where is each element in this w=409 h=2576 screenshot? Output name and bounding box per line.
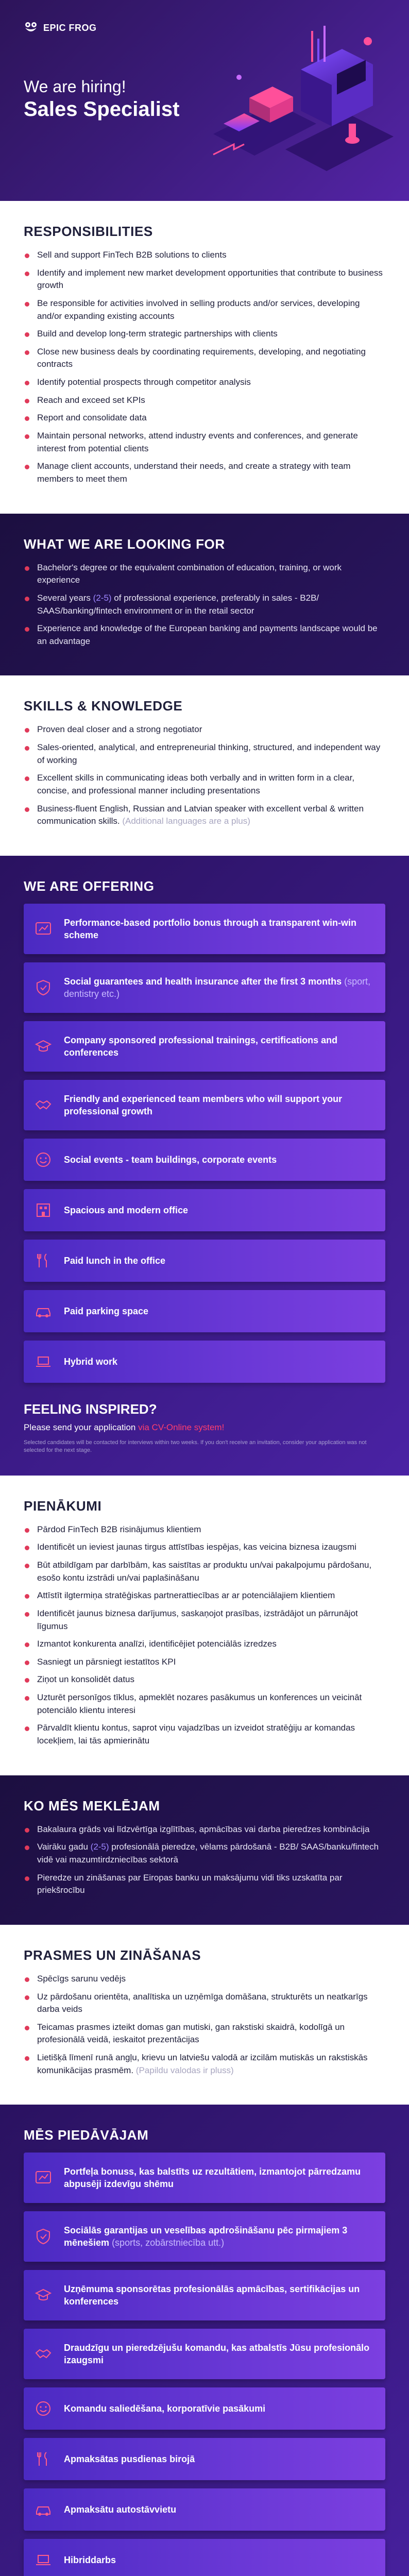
- list-item: Bakalaura grāds vai līdzvērtīga izglītības, apmācības vai darba pieredzes kombinācija: [24, 1823, 385, 1836]
- benefit-text: Portfeļa bonuss, kas balstīts uz rezultātiem, izmantojot pārredzamu abpusēji izdevīgu shēmu: [64, 2166, 361, 2190]
- car-icon: [34, 1302, 53, 1320]
- benefit-text: Company sponsored professional trainings, certifications and conferences: [64, 1035, 338, 1058]
- item-text: Lietišķā līmenī runā angļu, krievu un latviešu valodā ar izcilām mutiskās un rakstiskās komunikācijas prasmēm.: [37, 2053, 368, 2075]
- list-item: [24, 592, 385, 617]
- benefit-card: [24, 2211, 385, 2262]
- benefit-text: Apmaksātas pusdienas birojā: [64, 2454, 195, 2465]
- list-item: Be responsible for activities involved in selling products and/or services, developing and/or expanding existing accounts: [24, 297, 385, 323]
- training-icon: [34, 2286, 53, 2304]
- benefit-card: [24, 2153, 385, 2203]
- hero-subtitle: We are hiring!: [24, 77, 126, 96]
- benefit-card: [24, 1341, 385, 1383]
- list-item: Identificēt jaunus biznesa darījumus, saskaņojot prasības, izstrādājot un pārrunājot līgumus: [24, 1607, 385, 1633]
- benefit-card: [24, 2329, 385, 2379]
- benefit-text: Apmaksātu autostāvvietu: [64, 2504, 177, 2515]
- logo-text: EPIC FROG: [43, 22, 97, 33]
- benefit-card: [24, 1240, 385, 1282]
- list-item: Reach and exceed set KPIs: [24, 394, 385, 407]
- languages-note: (Additional languages are a plus): [122, 816, 250, 826]
- responsibilities-list: [24, 249, 385, 486]
- hero-title: Sales Specialist: [24, 98, 180, 121]
- skills-list: [24, 1973, 385, 2077]
- laptop-icon: [34, 1352, 53, 1371]
- looking-for-section-lv: [0, 1775, 409, 1925]
- list-item: Būt atbildīgam par darbībām, kas saistītas ar produktu un/vai pakalpojumu pārdošanu, esošo kontu izstrādi un/vai paplašināšanu: [24, 1559, 385, 1584]
- section-title: WE ARE OFFERING: [24, 878, 155, 894]
- looking-for-section: [0, 514, 409, 676]
- section-title: WHAT WE ARE LOOKING FOR: [24, 536, 225, 552]
- list-item: Sell and support FinTech B2B solutions to clients: [24, 249, 385, 262]
- list-item: Ziņot un konsolidēt datus: [24, 1673, 385, 1686]
- list-item: [24, 1841, 385, 1866]
- training-icon: [34, 1037, 53, 1056]
- benefit-card: [24, 962, 385, 1013]
- list-item: Report and consolidate data: [24, 412, 385, 425]
- list-item: Identificēt un ieviest jaunas tirgus attīstības iespējas, kas veicina biznesa izaugsmi: [24, 1541, 385, 1554]
- list-item: Teicamas prasmes izteikt domas gan mutiski, gan rakstiski skaidrā, kodolīgā un profesionālā veidā, ieskaitot prezentācijas: [24, 2021, 385, 2046]
- benefit-card: [24, 2539, 385, 2576]
- benefit-card: [24, 2387, 385, 2430]
- list-item: Attīstīt ilgtermiņa stratēģiskas partnerattiecības ar ar potenciālajiem klientiem: [24, 1589, 385, 1602]
- list-item: Close new business deals by coordinating requirements, developing, and negotiating contracts: [24, 346, 385, 371]
- languages-note: (Papildu valodas ir pluss): [135, 2065, 234, 2075]
- smile-icon: [34, 1150, 53, 1169]
- benefits-list: [24, 904, 385, 1383]
- car-icon: [34, 2500, 53, 2519]
- list-item: Sales-oriented, analytical, and entrepreneurial thinking, structured, and independent way of working: [24, 741, 385, 767]
- list-item: Build and develop long-term strategic partnerships with clients: [24, 328, 385, 341]
- list-item: Spēcīgs sarunu vedējs: [24, 1973, 385, 1986]
- benefit-text: [64, 2224, 376, 2249]
- benefit-card: [24, 2270, 385, 2320]
- benefit-card: [24, 1290, 385, 1332]
- section-title: SKILLS & KNOWLEDGE: [24, 698, 183, 714]
- responsibilities-list: [24, 1523, 385, 1748]
- list-item: Excellent skills in communicating ideas both verbally and in written form in a clear, concise, and professional manner including presentations: [24, 772, 385, 797]
- item-text: profesionālā pieredze, vēlams pārdošanā - B2B/ SAAS/banku/fintech vidē vai mazumtirdzniecības sektorā: [37, 1842, 379, 1865]
- bonus-icon: [34, 2168, 53, 2187]
- benefit-text: Hibriddarbs: [64, 2555, 116, 2566]
- list-item: Izmantot konkurenta analīzi, identificējiet potenciālās izredzes: [24, 1638, 385, 1651]
- benefit-card: [24, 904, 385, 954]
- benefit-text: Uzņēmuma sponsorētas profesionālās apmācības, sertifikācijas un konferences: [64, 2284, 360, 2307]
- section-title: PRASMES UN ZINĀŠANAS: [24, 1947, 201, 1963]
- benefit-text: Paid lunch in the office: [64, 1255, 166, 1266]
- isometric-fintech-illustration: [182, 21, 399, 191]
- lunch-icon: [34, 1251, 53, 1270]
- list-item: Identify and implement new market development opportunities that contribute to business growth: [24, 267, 385, 292]
- skills-list: [24, 723, 385, 827]
- hero-banner: [0, 0, 409, 201]
- list-item: Manage client accounts, understand their needs, and create a strategy with team members to meet them: [24, 460, 385, 485]
- offering-section: [0, 856, 409, 1476]
- benefits-list: [24, 2153, 385, 2576]
- benefit-text: [64, 975, 376, 1001]
- item-text: of professional experience, preferably in sales - B2B/ SAAS/banking/fintech environment or in the retail sector: [37, 592, 319, 616]
- cta-lead: Please send your application: [24, 1422, 139, 1432]
- benefit-text: Draudzīgu un pieredzējušu komandu, kas atbalstīs Jūsu profesionālo izaugsmi: [64, 2343, 370, 2366]
- list-item: Maintain personal networks, attend industry events and conferences, and generate interest from potential clients: [24, 430, 385, 455]
- item-text: Business-fluent English, Russian and Latvian speaker with excellent verbal & written communication skills.: [37, 803, 364, 826]
- benefit-text: Social events - team buildings, corporate events: [64, 1154, 277, 1165]
- cta-text: [24, 1422, 385, 1433]
- benefit-card: [24, 1139, 385, 1181]
- list-item: Sasniegt un pārsniegt iestatītos KPI: [24, 1656, 385, 1669]
- logo: [24, 21, 97, 35]
- list-item: Experience and knowledge of the European banking and payments landscape would be an advantage: [24, 622, 385, 648]
- skills-section: [0, 675, 409, 855]
- frog-logo-icon: [24, 21, 38, 35]
- benefit-main: Sociālās garantijas un veselības apdrošināšanu pēc pirmajiem 3 mēnešiem: [64, 2225, 348, 2248]
- skills-section-lv: [0, 1925, 409, 2105]
- handshake-icon: [34, 2345, 53, 2363]
- item-text: Several years: [37, 592, 93, 603]
- years-highlight: (2-5): [90, 1842, 109, 1852]
- lunch-icon: [34, 2450, 53, 2468]
- fineprint: Selected candidates will be contacted for interviews within two weeks. If you don't receive an invitation, consider your application was not selected for the next stage.: [24, 1439, 367, 1454]
- requirements-list: [24, 1823, 385, 1897]
- section-title: PIENĀKUMI: [24, 1498, 102, 1514]
- requirements-list: [24, 562, 385, 648]
- list-item: Bachelor's degree or the equivalent combination of education, training, or work experience: [24, 562, 385, 587]
- list-item: Uzturēt personīgos tīklus, apmeklēt nozares pasākumus un konferences un veicināt potenciālo klientu interesi: [24, 1691, 385, 1717]
- section-title: KO MĒS MEKLĒJAM: [24, 1798, 160, 1814]
- responsibilities-section-lv: [0, 1476, 409, 1775]
- section-title: MĒS PIEDĀVĀJAM: [24, 2127, 149, 2143]
- section-title: RESPONSIBILITIES: [24, 224, 153, 239]
- shield-icon: [34, 978, 53, 997]
- list-item: Uz pārdošanu orientēta, analītiska un uzņēmīga domāšana, strukturēts un neatkarīgs darba veids: [24, 1991, 385, 2016]
- laptop-icon: [34, 2551, 53, 2569]
- shield-icon: [34, 2227, 53, 2246]
- offering-section-lv: [0, 2105, 409, 2576]
- list-item: Pārvaldīt klientu kontus, saprot viņu vajadzības un izveidot stratēģiju ar komandas locekļiem, lai tās apmierinātu: [24, 1722, 385, 1747]
- benefit-text: Hybrid work: [64, 1356, 118, 1367]
- benefit-card: [24, 1080, 385, 1130]
- list-item: [24, 803, 385, 828]
- list-item: [24, 2052, 385, 2077]
- office-icon: [34, 1201, 53, 1219]
- benefit-text: Paid parking space: [64, 1306, 149, 1316]
- cta-title: FEELING INSPIRED?: [24, 1401, 157, 1417]
- benefit-extra: (sport, dentistry etc.): [64, 976, 371, 999]
- responsibilities-section: [0, 201, 409, 514]
- smile-icon: [34, 2399, 53, 2418]
- years-highlight: (2-5): [93, 592, 112, 603]
- benefit-text: Spacious and modern office: [64, 1205, 189, 1215]
- handshake-icon: [34, 1096, 53, 1114]
- list-item: Proven deal closer and a strong negotiator: [24, 723, 385, 736]
- benefit-text: Friendly and experienced team members who will support your professional growth: [64, 1093, 343, 1116]
- benefit-card: [24, 2488, 385, 2531]
- benefit-text: Performance-based portfolio bonus through a transparent win-win scheme: [64, 917, 357, 940]
- item-text: Vairāku gadu: [37, 1842, 91, 1852]
- list-item: Pieredze un zināšanas par Eiropas banku un maksājumu vidi tiks uzskatīta par priekšrocību: [24, 1872, 385, 1897]
- benefit-card: [24, 2438, 385, 2480]
- benefit-extra: (sports, zobārstniecība utt.): [112, 2238, 225, 2248]
- cv-online-link[interactable]: via CV-Online system!: [138, 1422, 225, 1432]
- bonus-icon: [34, 920, 53, 938]
- benefit-card: [24, 1189, 385, 1231]
- list-item: Pārdod FinTech B2B risinājumus klientiem: [24, 1523, 385, 1536]
- list-item: Identify potential prospects through competitor analysis: [24, 376, 385, 389]
- benefit-card: [24, 1021, 385, 1072]
- benefit-main: Social guarantees and health insurance after the first 3 months: [64, 976, 345, 987]
- benefit-text: Komandu saliedēšana, korporatīvie pasākumi: [64, 2403, 266, 2414]
